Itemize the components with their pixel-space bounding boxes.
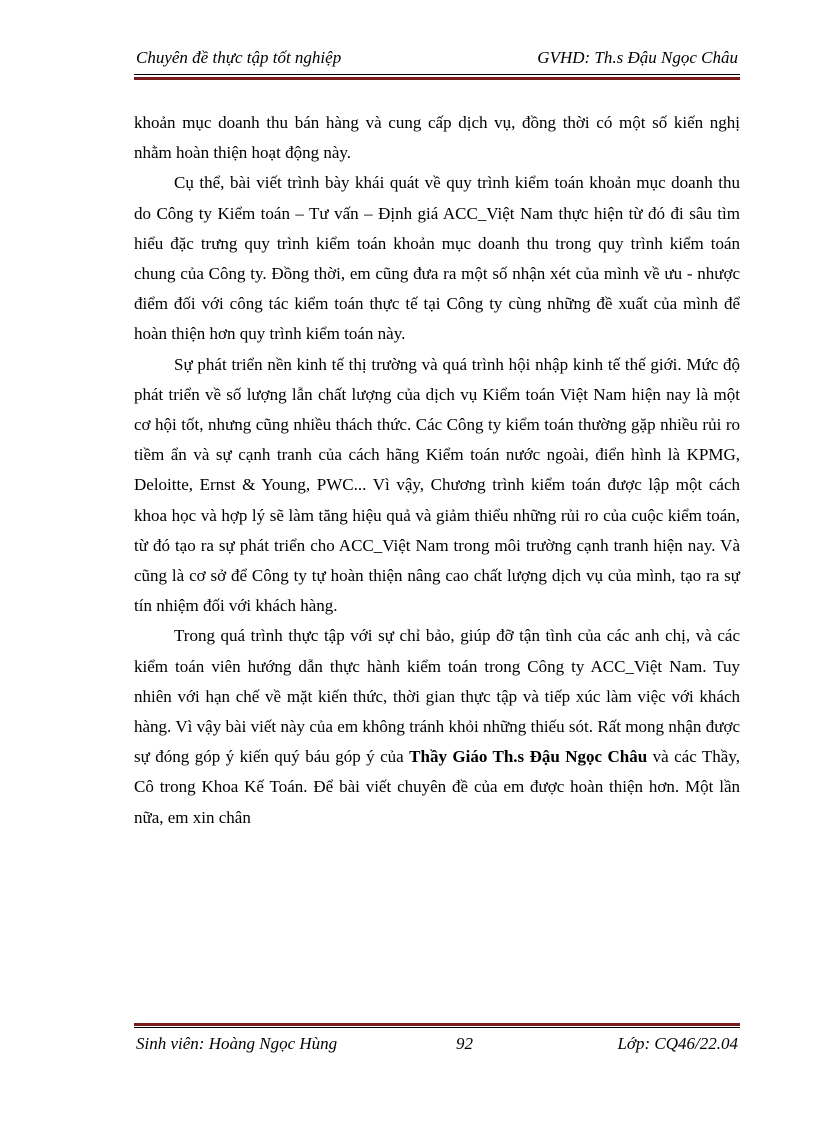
page-footer xyxy=(134,1034,740,1058)
page-header xyxy=(134,46,740,72)
header-advisor: GVHD: Th.s Đậu Ngọc Châu xyxy=(537,48,738,67)
paragraph: Cụ thể, bài viết trình bày khái quát về quy trình kiểm toán khoản mục doanh thu do Công ty Kiểm toán – Tư vấn – Định giá ACC_Việt Nam thực hiện từ đó đi sâu tìm hiểu đặc trưng quy trình kiểm toán khoản mục doanh thu trong quy trình kiểm toán chung của Công ty. Đồng thời, em cũng đưa ra một số nhận xét của mình về ưu - nhược điểm đối với công tác kiểm toán thực tế tại Công ty cùng những đề xuất của mình để hoàn thiện hơn quy trình kiểm toán này. xyxy=(134,173,740,344)
paragraph-text: và các Thầy, Cô trong Khoa Kế Toán. Để bài viết chuyên đề của em được hoàn thiện hơn. Một lần nữa, em xin chân xyxy=(134,747,740,827)
footer-student: Sinh viên: Hoàng Ngọc Hùng xyxy=(136,1034,338,1053)
footer-rule-thick xyxy=(134,1023,740,1026)
page-number: 92 xyxy=(456,1034,473,1053)
header-rule xyxy=(134,74,740,81)
advisor-name-bold: Thầy Giáo Th.s Đậu Ngọc Châu xyxy=(409,747,648,767)
paragraph-continued: khoản mục doanh thu bán hàng và cung cấp dịch vụ, đồng thời có một số kiến nghị nhằm hoàn thiện hoạt động này. xyxy=(134,113,740,163)
header-rule-thin xyxy=(134,74,740,75)
footer-class: Lớp: CQ46/22.04 xyxy=(617,1034,738,1053)
header-title: Chuyên đề thực tập tốt nghiệp xyxy=(136,48,342,67)
paragraph: Sự phát triển nền kinh tế thị trường và quá trình hội nhập kinh tế thế giới. Mức độ phát triển về số lượng lẫn chất lượng của dịch vụ Kiểm toán Việt Nam hiện nay là một cơ hội tốt, nhưng cũng nhiều thách thức. Các Công ty kiểm toán thường gặp nhiều rủi ro tiềm ẩn và sự cạnh tranh của cách hãng Kiểm toán nước ngoài, điển hình là KPMG, Deloitte, Ernst & Young, PWC... Vì vậy, Chương trình kiểm toán được lập một cách khoa học và hợp lý sẽ làm tăng hiệu quả và giảm thiểu những rủi ro của cuộc kiểm toán, từ đó tạo ra sự phát triển cho ACC_Việt Nam trong môi trường cạnh tranh hiện nay. Và cũng là cơ sở để Công ty tự hoàn thiện nâng cao chất lượng dịch vụ của mình, tạo ra sự tín nhiệm đối với khách hàng. xyxy=(134,354,740,616)
paragraph-text: Trong quá trình thực tập với sự chỉ bảo, giúp đỡ tận tình của các anh chị, và các kiểm toán viên hướng dẫn thực hành kiểm toán trong Công ty ACC_Việt Nam. Tuy nhiên với hạn chế về mặt kiến thức, thời gian thực tập và tiếp xúc làm việc với khách hàng. Vì vậy bài viết này của em không tránh khỏi những thiếu sót. Rất mong nhận được sự đóng góp ý kiến quý báu góp ý của xyxy=(134,626,740,767)
footer-rule xyxy=(134,1023,740,1030)
document-body xyxy=(134,108,740,833)
footer-rule-thin xyxy=(134,1027,740,1028)
header-rule-thick xyxy=(134,77,740,80)
paragraph xyxy=(134,621,740,832)
